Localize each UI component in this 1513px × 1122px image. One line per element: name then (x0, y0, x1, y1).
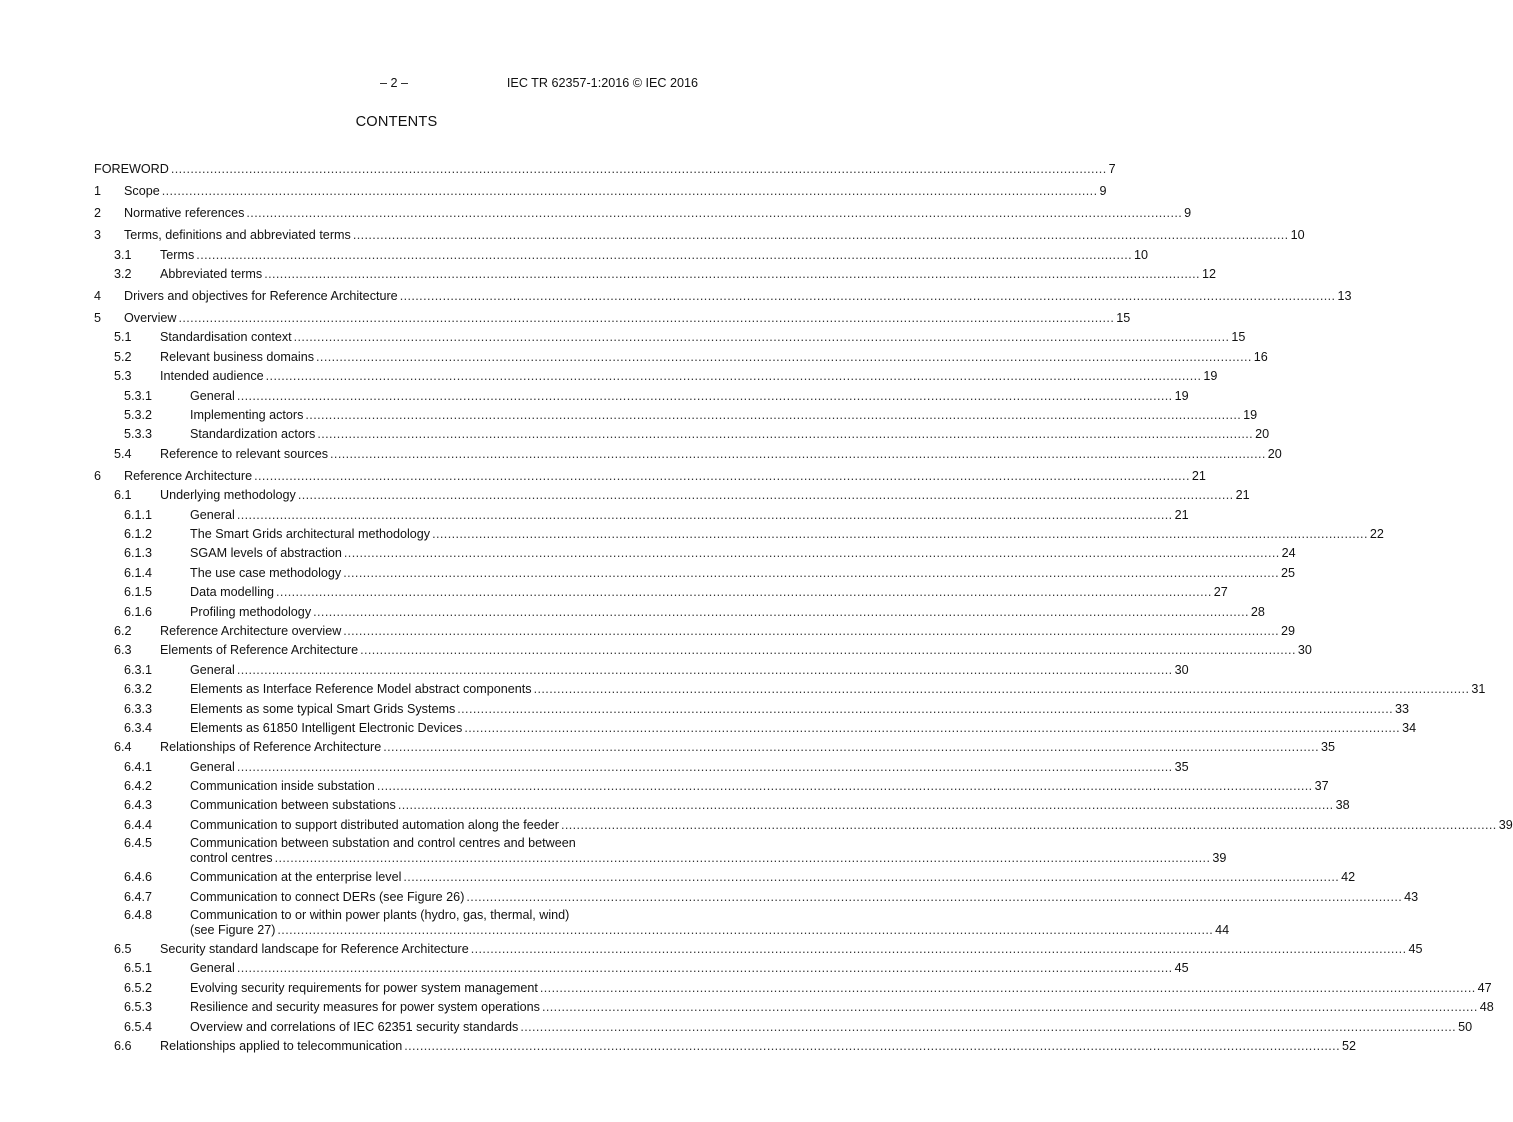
toc-entry[interactable] (94, 866, 1356, 885)
dot-leader (317, 427, 1253, 442)
toc-entry[interactable] (94, 180, 1107, 199)
toc-entry-title: Elements as 61850 Intelligent Electronic Devices (190, 720, 463, 735)
toc-entry-page: 50 (1458, 1019, 1473, 1034)
toc-entry-title: Underlying methodology (160, 488, 296, 503)
toc-entry-page: 25 (1280, 565, 1295, 580)
dot-leader (471, 942, 1407, 957)
toc-entry-page: 9 (1184, 206, 1192, 221)
page-header (0, 76, 793, 92)
toc-entry-number: 5.3.2 (124, 408, 153, 423)
toc-entry-title: Elements as some typical Smart Grids Systems (190, 701, 456, 716)
dot-leader (330, 447, 1266, 462)
toc-entry-number: 6.4.1 (124, 759, 153, 774)
dot-leader (404, 1039, 1340, 1054)
toc-entry-page: 7 (1108, 162, 1116, 177)
dot-leader (403, 870, 1339, 885)
toc-entry-title: Scope (124, 184, 160, 199)
dot-leader (196, 248, 1132, 263)
dot-leader (298, 488, 1234, 503)
toc-entry-number: 6.4.3 (124, 798, 153, 813)
toc-entry-number: 1 (94, 184, 102, 199)
toc-entry-page: 13 (1337, 289, 1352, 304)
toc-entry-page: 37 (1314, 779, 1329, 794)
dot-leader (432, 527, 1368, 542)
toc-entry[interactable] (94, 717, 1417, 736)
dot-leader (400, 289, 1336, 304)
toc-entry-page: 12 (1201, 267, 1216, 282)
toc-entry-title: Reference to relevant sources (160, 446, 329, 461)
toc-entry-page: 31 (1471, 682, 1486, 697)
toc-entry-number: 6.1.2 (124, 526, 153, 541)
toc-entry-title: Communication to support distributed automation along the feeder (190, 817, 559, 832)
toc-entry-page: 29 (1281, 623, 1296, 638)
dot-leader (457, 702, 1393, 717)
toc-entry-title: Security standard landscape for Reference Architecture (160, 942, 469, 957)
toc-entry-title: Profiling methodology (190, 604, 312, 619)
dot-leader (383, 740, 1319, 755)
dot-leader (237, 663, 1173, 678)
toc-entry[interactable] (94, 365, 1218, 384)
toc-entry-page: 21 (1191, 468, 1206, 483)
toc-entry-title: Communication to connect DERs (see Figure 26) (190, 889, 465, 904)
toc-entry-number: 5 (94, 311, 102, 326)
dot-leader (316, 350, 1252, 365)
toc-entry-page: 22 (1369, 526, 1384, 541)
toc-entry-page: 38 (1335, 798, 1350, 813)
toc-entry[interactable] (94, 639, 1312, 658)
toc-entry-title: Overview and correlations of IEC 62351 security standards (190, 1019, 519, 1034)
toc-entry[interactable] (94, 996, 1494, 1015)
toc-entry[interactable] (94, 885, 1419, 904)
toc-entry-number: 6.3.4 (124, 720, 153, 735)
toc-entry[interactable] (94, 561, 1295, 580)
toc-entry[interactable] (94, 905, 1230, 938)
toc-entry-title: Elements of Reference Architecture (160, 643, 359, 658)
page-title: CONTENTS (355, 114, 438, 130)
toc-entry[interactable] (94, 581, 1228, 600)
dot-leader (466, 890, 1402, 905)
toc-entry-number: 6.4.5 (124, 835, 153, 850)
dot-leader (266, 369, 1202, 384)
toc-entry[interactable] (94, 1035, 1356, 1054)
toc-entry-title: The Smart Grids architectural methodology (190, 526, 431, 541)
table-of-contents (94, 158, 1513, 1054)
toc-entry-number: 6.4.2 (124, 779, 153, 794)
toc-entry[interactable] (94, 1015, 1473, 1034)
toc-entry-title: Terms, definitions and abbreviated terms (124, 228, 351, 243)
toc-entry-number: 6.4 (114, 740, 132, 755)
toc-entry-page: 19 (1243, 408, 1258, 423)
toc-entry-title: Reference Architecture overview (160, 623, 342, 638)
toc-entry[interactable] (94, 464, 1206, 483)
toc-entry-title-continuation: (see Figure 27) (190, 923, 276, 938)
dot-leader (237, 760, 1173, 775)
toc-entry-title: Implementing actors (190, 408, 304, 423)
toc-entry-number: 6.4.4 (124, 817, 153, 832)
dot-leader (264, 267, 1200, 282)
toc-entry-number: 6.1.6 (124, 604, 153, 619)
toc-entry-number: 6.3.2 (124, 682, 153, 697)
toc-entry-page: 9 (1099, 184, 1107, 199)
dot-leader (237, 508, 1173, 523)
toc-entry[interactable] (94, 678, 1486, 697)
toc-entry-number: 3 (94, 228, 102, 243)
toc-entry-number: 2 (94, 206, 102, 221)
toc-entry-page: 42 (1341, 870, 1356, 885)
toc-entry-title: FOREWORD (94, 162, 169, 177)
dot-leader (520, 1020, 1456, 1035)
toc-entry-number: 6.3.1 (124, 662, 153, 677)
toc-entry-page: 33 (1395, 701, 1410, 716)
toc-entry-title: Normative references (124, 206, 245, 221)
toc-entry[interactable] (94, 404, 1258, 423)
toc-entry-number: 6.4.7 (124, 889, 153, 904)
toc-entry-number: 6.1.4 (124, 565, 153, 580)
toc-entry[interactable] (94, 938, 1423, 957)
toc-entry-number: 5.3 (114, 369, 132, 384)
dot-leader (360, 643, 1296, 658)
toc-entry-title: Terms (160, 247, 195, 262)
toc-entry[interactable] (94, 484, 1250, 503)
toc-entry-page: 15 (1231, 330, 1246, 345)
dot-leader (305, 408, 1241, 423)
toc-entry-title: Communication inside substation (190, 779, 375, 794)
toc-entry[interactable] (94, 833, 1227, 866)
dot-leader (237, 961, 1173, 976)
toc-entry-number: 6.2 (114, 623, 132, 638)
toc-entry[interactable] (94, 976, 1492, 995)
toc-entry[interactable] (94, 423, 1270, 442)
toc-entry-number: 5.2 (114, 349, 132, 364)
toc-entry-title: Relationships applied to telecommunication (160, 1038, 403, 1053)
toc-entry-number: 6.4.6 (124, 870, 153, 885)
toc-entry-title: Elements as Interface Reference Model abstract components (190, 682, 532, 697)
toc-entry-page: 21 (1235, 488, 1250, 503)
toc-entry-page: 20 (1255, 427, 1270, 442)
toc-entry[interactable] (94, 600, 1265, 619)
toc-entry-title-continuation: control centres (190, 851, 273, 866)
toc-entry-page: 15 (1116, 311, 1131, 326)
dot-leader (353, 228, 1289, 243)
toc-entry-number: 6.6 (114, 1038, 132, 1053)
toc-entry-page: 35 (1320, 740, 1335, 755)
toc-entry-title: SGAM levels of abstraction (190, 546, 342, 561)
dot-leader (237, 389, 1173, 404)
toc-entry-number: 6.5.1 (124, 961, 153, 976)
toc-entry-title: General (190, 662, 235, 677)
toc-entry-number: 6.1.5 (124, 585, 153, 600)
toc-entry-number: 5.3.3 (124, 427, 153, 442)
toc-entry[interactable] (94, 326, 1246, 345)
dot-leader (377, 779, 1313, 794)
toc-entry[interactable] (94, 775, 1329, 794)
dot-leader (171, 162, 1107, 177)
toc-entry-page: 43 (1404, 889, 1419, 904)
dot-leader (254, 469, 1190, 484)
dot-leader (344, 546, 1280, 561)
toc-entry-page: 30 (1174, 662, 1189, 677)
dot-leader (313, 605, 1249, 620)
toc-entry-page: 45 (1174, 961, 1189, 976)
toc-entry-title: Intended audience (160, 369, 264, 384)
toc-entry-page: 21 (1174, 507, 1189, 522)
toc-entry-page: 35 (1174, 759, 1189, 774)
toc-entry-number: 6.1 (114, 488, 132, 503)
toc-entry-title: Resilience and security measures for power system operations (190, 1000, 540, 1015)
toc-entry-number: 6.5.3 (124, 1000, 153, 1015)
toc-entry-title: Standardization actors (190, 427, 316, 442)
toc-entry-number: 3.2 (114, 267, 132, 282)
dot-leader (294, 330, 1230, 345)
toc-entry-title: Reference Architecture (124, 468, 253, 483)
toc-entry[interactable] (94, 697, 1410, 716)
toc-entry-page: 39 (1498, 817, 1513, 832)
dot-leader (561, 818, 1497, 833)
toc-entry-page: 44 (1215, 923, 1230, 938)
toc-entry-title: Communication at the enterprise level (190, 870, 402, 885)
toc-entry[interactable] (94, 442, 1282, 461)
toc-entry-title: The use case methodology (190, 565, 342, 580)
toc-entry-number: 6.3.3 (124, 701, 153, 716)
toc-entry-page: 28 (1250, 604, 1265, 619)
toc-entry-number: 6.1.1 (124, 507, 153, 522)
toc-entry-title: Overview (124, 311, 177, 326)
dot-leader (162, 184, 1098, 199)
toc-entry[interactable] (94, 243, 1149, 262)
dot-leader (398, 798, 1334, 813)
toc-entry-title: General (190, 961, 235, 976)
toc-entry-number: 6.1.3 (124, 546, 153, 561)
toc-entry-number: 5.1 (114, 330, 132, 345)
toc-entry-title: Data modelling (190, 585, 275, 600)
toc-entry[interactable] (94, 202, 1192, 221)
toc-entry-page: 16 (1253, 349, 1268, 364)
dot-leader (534, 682, 1470, 697)
toc-entry[interactable] (94, 345, 1268, 364)
toc-entry-page: 19 (1203, 369, 1218, 384)
toc-entry[interactable] (94, 755, 1189, 774)
dot-leader (277, 923, 1213, 939)
dot-leader (276, 585, 1212, 600)
toc-entry-page: 10 (1290, 228, 1305, 243)
toc-entry-number: 6.4.8 (124, 907, 153, 922)
toc-entry-title: Drivers and objectives for Reference Architecture (124, 289, 398, 304)
toc-entry-number: 6.5.2 (124, 980, 153, 995)
toc-entry-page: 39 (1212, 851, 1227, 866)
toc-entry[interactable] (94, 736, 1335, 755)
toc-entry-title: Relationships of Reference Architecture (160, 740, 382, 755)
toc-entry-page: 45 (1408, 942, 1423, 957)
toc-entry[interactable] (94, 620, 1296, 639)
toc-entry-page: 10 (1134, 247, 1149, 262)
dot-leader (178, 311, 1114, 326)
toc-entry[interactable] (94, 158, 1116, 177)
toc-entry-title: General (190, 388, 235, 403)
toc-entry[interactable] (94, 658, 1189, 677)
toc-entry[interactable] (94, 523, 1384, 542)
toc-entry-title: Evolving security requirements for power system management (190, 980, 538, 995)
toc-entry-page: 20 (1267, 446, 1282, 461)
toc-entry-page: 47 (1477, 980, 1492, 995)
toc-entry-number: 4 (94, 289, 102, 304)
toc-entry[interactable] (94, 263, 1216, 282)
toc-entry[interactable] (94, 503, 1189, 522)
toc-entry[interactable] (94, 794, 1350, 813)
toc-entry[interactable] (94, 542, 1296, 561)
toc-entry-page: 30 (1297, 643, 1312, 658)
dot-leader (540, 981, 1476, 996)
toc-entry-page: 34 (1402, 720, 1417, 735)
toc-entry-number: 5.3.1 (124, 388, 153, 403)
toc-entry-title: General (190, 759, 235, 774)
toc-entry[interactable] (94, 957, 1189, 976)
toc-entry-title: Communication between substation and control centres and between (190, 835, 576, 850)
dot-leader (246, 206, 1182, 221)
toc-entry-page: 52 (1341, 1038, 1356, 1053)
toc-entry-number: 6 (94, 468, 102, 483)
toc-entry[interactable] (94, 285, 1352, 304)
toc-entry-number: 6.5 (114, 942, 132, 957)
toc-entry[interactable] (94, 224, 1305, 243)
dot-leader (464, 721, 1400, 736)
dot-leader (275, 851, 1211, 867)
toc-entry-title: Communication to or within power plants (hydro, gas, thermal, wind) (190, 907, 570, 922)
document-id: IEC TR 62357-1:2016 © IEC 2016 (506, 76, 698, 90)
toc-entry-title: Abbreviated terms (160, 267, 263, 282)
toc-entry-number: 3.1 (114, 247, 132, 262)
page-number: – 2 – (380, 76, 409, 90)
toc-entry[interactable] (94, 384, 1189, 403)
toc-entry-title: Standardisation context (160, 330, 292, 345)
toc-entry-page: 19 (1174, 388, 1189, 403)
toc-entry-page: 24 (1281, 546, 1296, 561)
dot-leader (542, 1000, 1478, 1015)
toc-entry-title: General (190, 507, 235, 522)
toc-entry[interactable] (94, 307, 1131, 326)
toc-entry-title: Communication between substations (190, 798, 396, 813)
dot-leader (343, 624, 1279, 639)
toc-entry-number: 6.3 (114, 643, 132, 658)
toc-entry-title: Relevant business domains (160, 349, 315, 364)
dot-leader (343, 566, 1279, 581)
toc-entry-number: 5.4 (114, 446, 132, 461)
toc-entry[interactable] (94, 813, 1513, 832)
toc-entry-number: 6.5.4 (124, 1019, 153, 1034)
toc-entry-page: 27 (1213, 585, 1228, 600)
toc-entry-page: 48 (1479, 1000, 1494, 1015)
